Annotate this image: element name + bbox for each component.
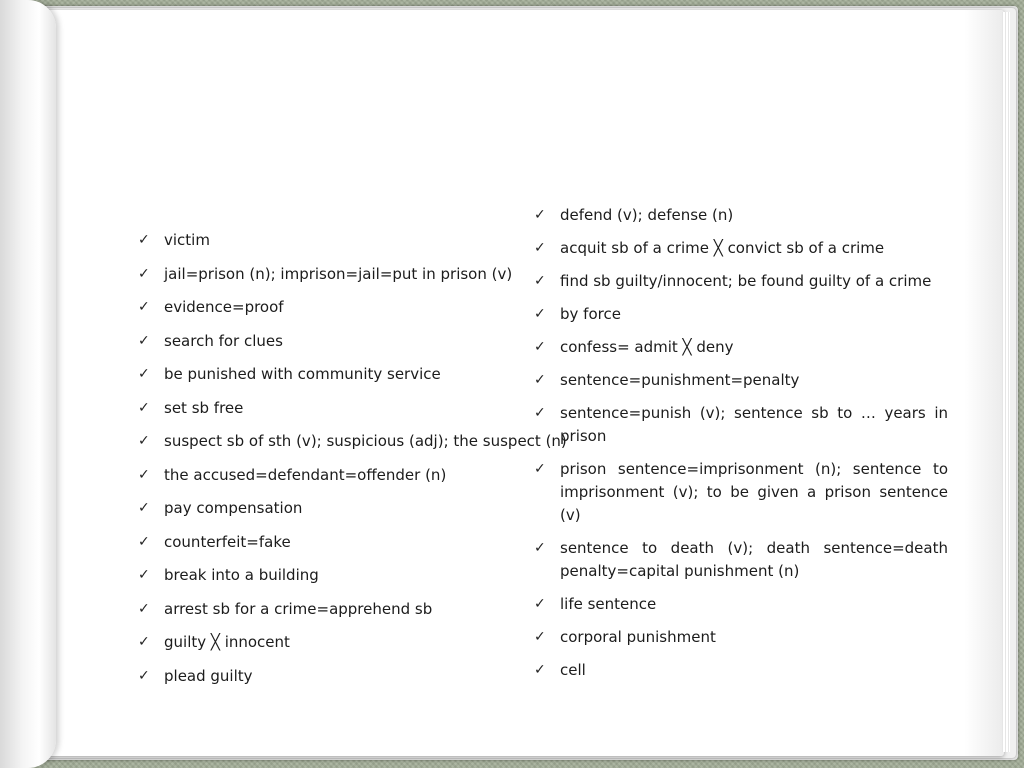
check-icon: ✓	[138, 567, 150, 583]
vocabulary-list-right	[534, 204, 948, 692]
vocabulary-item	[534, 237, 948, 260]
vocabulary-item-text: life sentence	[560, 595, 657, 613]
vocabulary-item-text: sentence to death (v); death sentence=death penalty=capital punishment (n)	[560, 539, 948, 580]
vocabulary-item-text: set sb free	[164, 398, 244, 417]
vocabulary-item	[138, 330, 518, 353]
check-icon: ✓	[138, 466, 150, 483]
check-icon: ✓	[534, 405, 546, 421]
check-icon: ✓	[534, 339, 546, 355]
vocabulary-item	[534, 626, 948, 649]
vocabulary-item	[534, 204, 948, 227]
vocabulary-item-text: plead guilty	[164, 666, 253, 685]
vocabulary-item-text: be punished with community service	[164, 365, 441, 383]
vocabulary-item	[534, 402, 948, 448]
check-icon: ✓	[138, 232, 150, 248]
check-icon: ✓	[534, 207, 546, 223]
check-icon: ✓	[534, 540, 546, 556]
vocabulary-item-text: confess= admit ╳ deny	[560, 338, 734, 356]
vocabulary-item-text: evidence=proof	[164, 298, 284, 316]
vocabulary-item-text: the accused=defendant=offender (n)	[164, 465, 447, 484]
vocabulary-item	[138, 665, 518, 688]
vocabulary-item	[138, 263, 518, 286]
vocabulary-item	[138, 598, 518, 621]
vocabulary-item	[534, 270, 948, 293]
check-icon: ✓	[138, 600, 150, 617]
vocabulary-list-left	[138, 229, 567, 698]
check-icon: ✓	[138, 533, 150, 550]
check-icon: ✓	[534, 306, 546, 322]
check-icon: ✓	[138, 366, 150, 382]
vocabulary-item-text: by force	[560, 305, 621, 323]
vocabulary-item	[138, 229, 518, 252]
vocabulary-item-text: suspect sb of sth (v); suspicious (adj); the suspect (n)	[164, 432, 567, 450]
vocabulary-item	[534, 593, 948, 616]
vocabulary-item-text: defend (v); defense (n)	[560, 206, 734, 224]
vocabulary-item-text: jail=prison (n); imprison=jail=put in prison (v)	[164, 264, 513, 283]
check-icon: ✓	[534, 461, 546, 477]
vocabulary-item-text: find sb guilty/innocent; be found guilty of a crime	[560, 272, 932, 290]
notebook-binding	[0, 0, 56, 768]
vocabulary-item	[138, 631, 518, 654]
vocabulary-item-text: acquit sb of a crime ╳ convict sb of a crime	[560, 239, 885, 257]
page-edges	[1002, 12, 1010, 752]
check-icon: ✓	[138, 667, 150, 684]
vocabulary-item-text: victim	[164, 231, 210, 249]
check-icon: ✓	[534, 273, 546, 289]
check-icon: ✓	[534, 662, 546, 678]
vocabulary-item	[138, 363, 518, 386]
vocabulary-item	[138, 564, 518, 587]
vocabulary-item-text: prison sentence=imprisonment (n); sentence to imprisonment (v); to be given a prison sentence (v)	[560, 460, 948, 524]
check-icon: ✓	[138, 500, 150, 516]
check-icon: ✓	[138, 265, 150, 282]
vocabulary-item	[138, 497, 518, 520]
vocabulary-item-text: sentence=punish (v); sentence sb to … years in prison	[560, 404, 948, 445]
vocabulary-item-text: counterfeit=fake	[164, 532, 291, 551]
check-icon: ✓	[138, 299, 150, 315]
vocabulary-item-text: pay compensation	[164, 499, 303, 517]
check-icon: ✓	[138, 433, 150, 449]
check-icon: ✓	[138, 634, 150, 650]
vocabulary-item	[534, 537, 948, 583]
vocabulary-item	[534, 458, 948, 527]
vocabulary-item	[138, 531, 518, 554]
vocabulary-item	[534, 336, 948, 359]
vocabulary-item-text: sentence=punishment=penalty	[560, 371, 800, 389]
vocabulary-item	[138, 430, 567, 453]
vocabulary-item-text: corporal punishment	[560, 628, 716, 646]
check-icon: ✓	[138, 332, 150, 349]
vocabulary-item	[534, 659, 948, 682]
check-icon: ✓	[534, 629, 546, 645]
vocabulary-item	[138, 296, 518, 319]
vocabulary-item	[534, 303, 948, 326]
vocabulary-item-text: cell	[560, 661, 586, 679]
vocabulary-item	[138, 464, 518, 487]
vocabulary-item	[138, 397, 518, 420]
vocabulary-item-text: guilty ╳ innocent	[164, 633, 290, 651]
vocabulary-item-text: arrest sb for a crime=apprehend sb	[164, 599, 433, 618]
check-icon: ✓	[534, 596, 546, 612]
check-icon: ✓	[534, 372, 546, 388]
vocabulary-item-text: search for clues	[164, 331, 283, 350]
check-icon: ✓	[138, 399, 150, 416]
check-icon: ✓	[534, 240, 546, 256]
vocabulary-item-text: break into a building	[164, 566, 319, 584]
vocabulary-item	[534, 369, 948, 392]
